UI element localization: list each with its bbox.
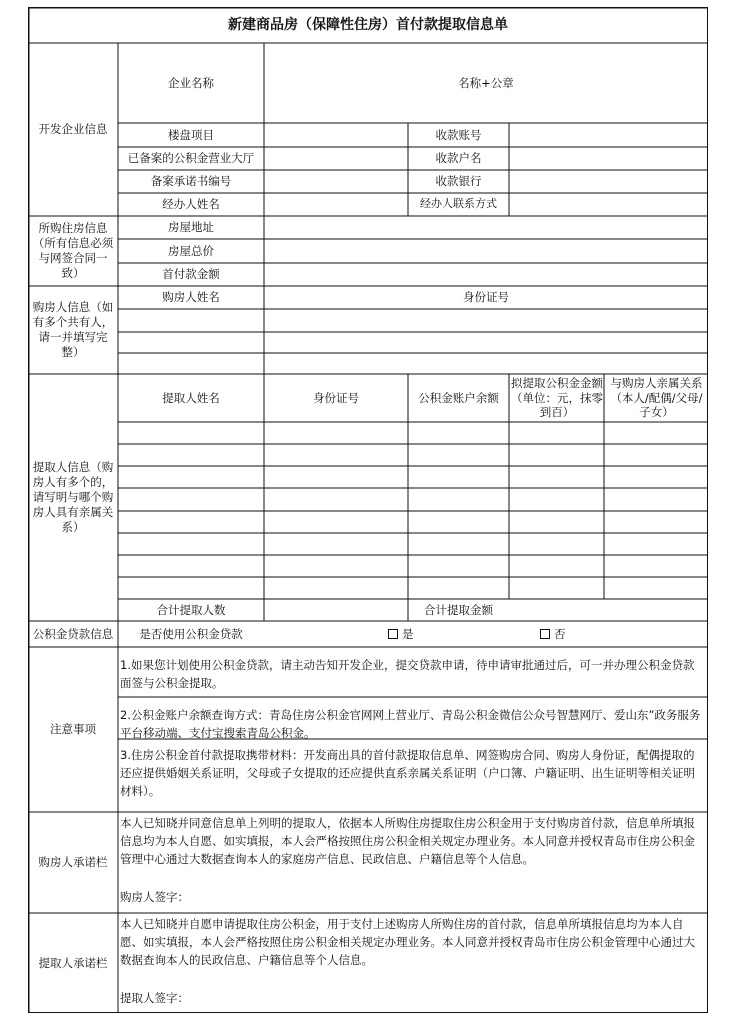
withdrawer-row[interactable]	[118, 511, 708, 533]
buyer-row[interactable]	[118, 309, 708, 332]
loan-yes-option[interactable]	[388, 621, 438, 647]
withdrawer-row[interactable]	[118, 577, 708, 599]
down-payment-label: 首付款金额	[162, 267, 220, 282]
total-amount-label: 合计提取金额	[424, 602, 493, 617]
note-2: 2.公积金账户余额查询方式：青岛住房公积金官网网上营业厅、青岛公积金微信公众号智慧网厅、爱山东”政务服务平台移动端、支付宝搜索青岛公积金。	[120, 708, 701, 740]
withdrawer-amount-header: 拟提取公积金金额（单位：元，抹零到百）	[511, 375, 603, 420]
form-title: 新建商品房（保障性住房）首付款提取信息单	[228, 16, 508, 33]
buyer-id-header: 身份证号	[463, 290, 509, 305]
notes-section-label: 注意事项	[50, 722, 96, 737]
note-3: 3.住房公积金首付款提取携带材料：开发商出具的首付款提取信息单、网签购房合同、购房人身份证，配偶提取的还应提供婚姻关系证明，父母或子女提取的还应提供直系亲属关系证明（户口簿、户籍证明、出生证明等相关证明材料）。	[120, 748, 695, 798]
project-field[interactable]	[264, 123, 408, 147]
withdrawer-row[interactable]	[118, 422, 708, 444]
account-no-field[interactable]	[509, 123, 708, 147]
company-name-field[interactable]: 名称+公章	[458, 75, 514, 90]
company-name-label: 企业名称	[168, 75, 214, 90]
commitment-no-field[interactable]	[264, 170, 408, 193]
yes-checkbox[interactable]	[388, 629, 398, 639]
loan-no-label: 否	[554, 626, 566, 641]
withdrawer-row[interactable]	[118, 466, 708, 488]
total-price-label: 房屋总价	[168, 243, 214, 258]
note-1: 1.如果您计划使用公积金贷款，请主动告知开发企业，提交贷款申请，待申请审批通过后，可一并办理公积金贷款面签与公积金提取。	[120, 658, 695, 690]
loan-question: 是否使用公积金贷款	[139, 626, 243, 641]
total-count-label: 合计提取人数	[156, 602, 226, 617]
withdrawer-balance-header: 公积金账户余额	[418, 390, 499, 405]
withdrawer-signature-field[interactable]	[198, 988, 698, 1010]
loan-section-label: 公积金贷款信息	[32, 626, 114, 641]
withdrawer-signature-label: 提取人签字：	[120, 991, 189, 1005]
account-name-field[interactable]	[509, 147, 708, 170]
account-no-label: 收款账号	[435, 127, 482, 142]
no-checkbox[interactable]	[540, 629, 550, 639]
withdrawer-section-label: 提取人信息（购房人有多个的，请写明与哪个购房人具有亲属关系）	[32, 460, 114, 534]
total-amount-field[interactable]	[509, 599, 708, 621]
buyer-commitment-label: 购房人承诺栏	[38, 855, 108, 870]
address-label: 房屋地址	[168, 220, 214, 235]
withdrawer-relation-header: 与购房人亲属关系（本人/配偶/父母/子女）	[610, 375, 703, 420]
buyer-commitment-text: 本人已知晓并同意信息单上列明的提取人，依据本人所购住房提取住房公积金用于支付购房首付款，信息单所填报信息均为本人自愿、如实填报，本人会严格按照住房公积金相关规定办理业务。本人同意并授权青岛市住房公积金管理中心通过大数据查询本人的家庭房产信息、民政信息、户籍信息等个人信息。	[120, 816, 695, 866]
house-section-label: 所购住房信息（所有信息必须与网签合同一致）	[32, 221, 114, 280]
total-count-field[interactable]	[264, 599, 408, 621]
handler-name-label: 经办人姓名	[162, 197, 220, 212]
buyer-section-label: 购房人信息（如有多个共有人，请一并填写完整）	[32, 300, 114, 359]
buyer-row[interactable]	[118, 332, 708, 353]
handler-contact-field[interactable]	[509, 193, 708, 216]
withdrawer-row[interactable]	[118, 555, 708, 577]
withdrawer-id-header: 身份证号	[313, 390, 359, 405]
handler-contact-label: 经办人联系方式	[420, 197, 497, 211]
buyer-name-header: 购房人姓名	[162, 290, 220, 305]
handler-name-field[interactable]	[264, 193, 408, 216]
buyer-signature-label: 购房人签字：	[120, 890, 189, 904]
withdrawer-row[interactable]	[118, 533, 708, 555]
total-price-field[interactable]	[264, 239, 708, 263]
address-field[interactable]	[264, 216, 708, 239]
filed-hall-field[interactable]	[264, 147, 408, 170]
loan-no-option[interactable]	[540, 621, 590, 647]
account-name-label: 收款户名	[435, 151, 482, 166]
filed-hall-label: 已备案的公积金营业大厅	[127, 151, 255, 166]
loan-yes-label: 是	[402, 626, 414, 641]
bank-field[interactable]	[509, 170, 708, 193]
developer-section-label: 开发企业信息	[38, 122, 108, 137]
buyer-row[interactable]	[118, 353, 708, 374]
project-label: 楼盘项目	[168, 127, 214, 142]
buyer-signature-field[interactable]	[198, 887, 698, 909]
bank-label: 收款银行	[435, 174, 482, 189]
withdrawer-commitment-text: 本人已知晓并自愿申请提取住房公积金，用于支付上述购房人所购住房的首付款，信息单所填报信息均为本人自愿、如实填报，本人会严格按照住房公积金相关规定办理业务。本人同意并授权青岛市住房公积金管理中心通过大数据查询本人的民政信息、户籍信息等个人信息。	[120, 917, 695, 967]
withdrawer-commitment-label: 提取人承诺栏	[38, 955, 108, 970]
withdrawer-name-header: 提取人姓名	[162, 390, 220, 405]
withdrawer-row[interactable]	[118, 444, 708, 466]
down-payment-field[interactable]	[264, 263, 708, 286]
info-form	[28, 7, 708, 1013]
withdrawer-row[interactable]	[118, 488, 708, 511]
commitment-no-label: 备案承诺书编号	[150, 174, 232, 189]
